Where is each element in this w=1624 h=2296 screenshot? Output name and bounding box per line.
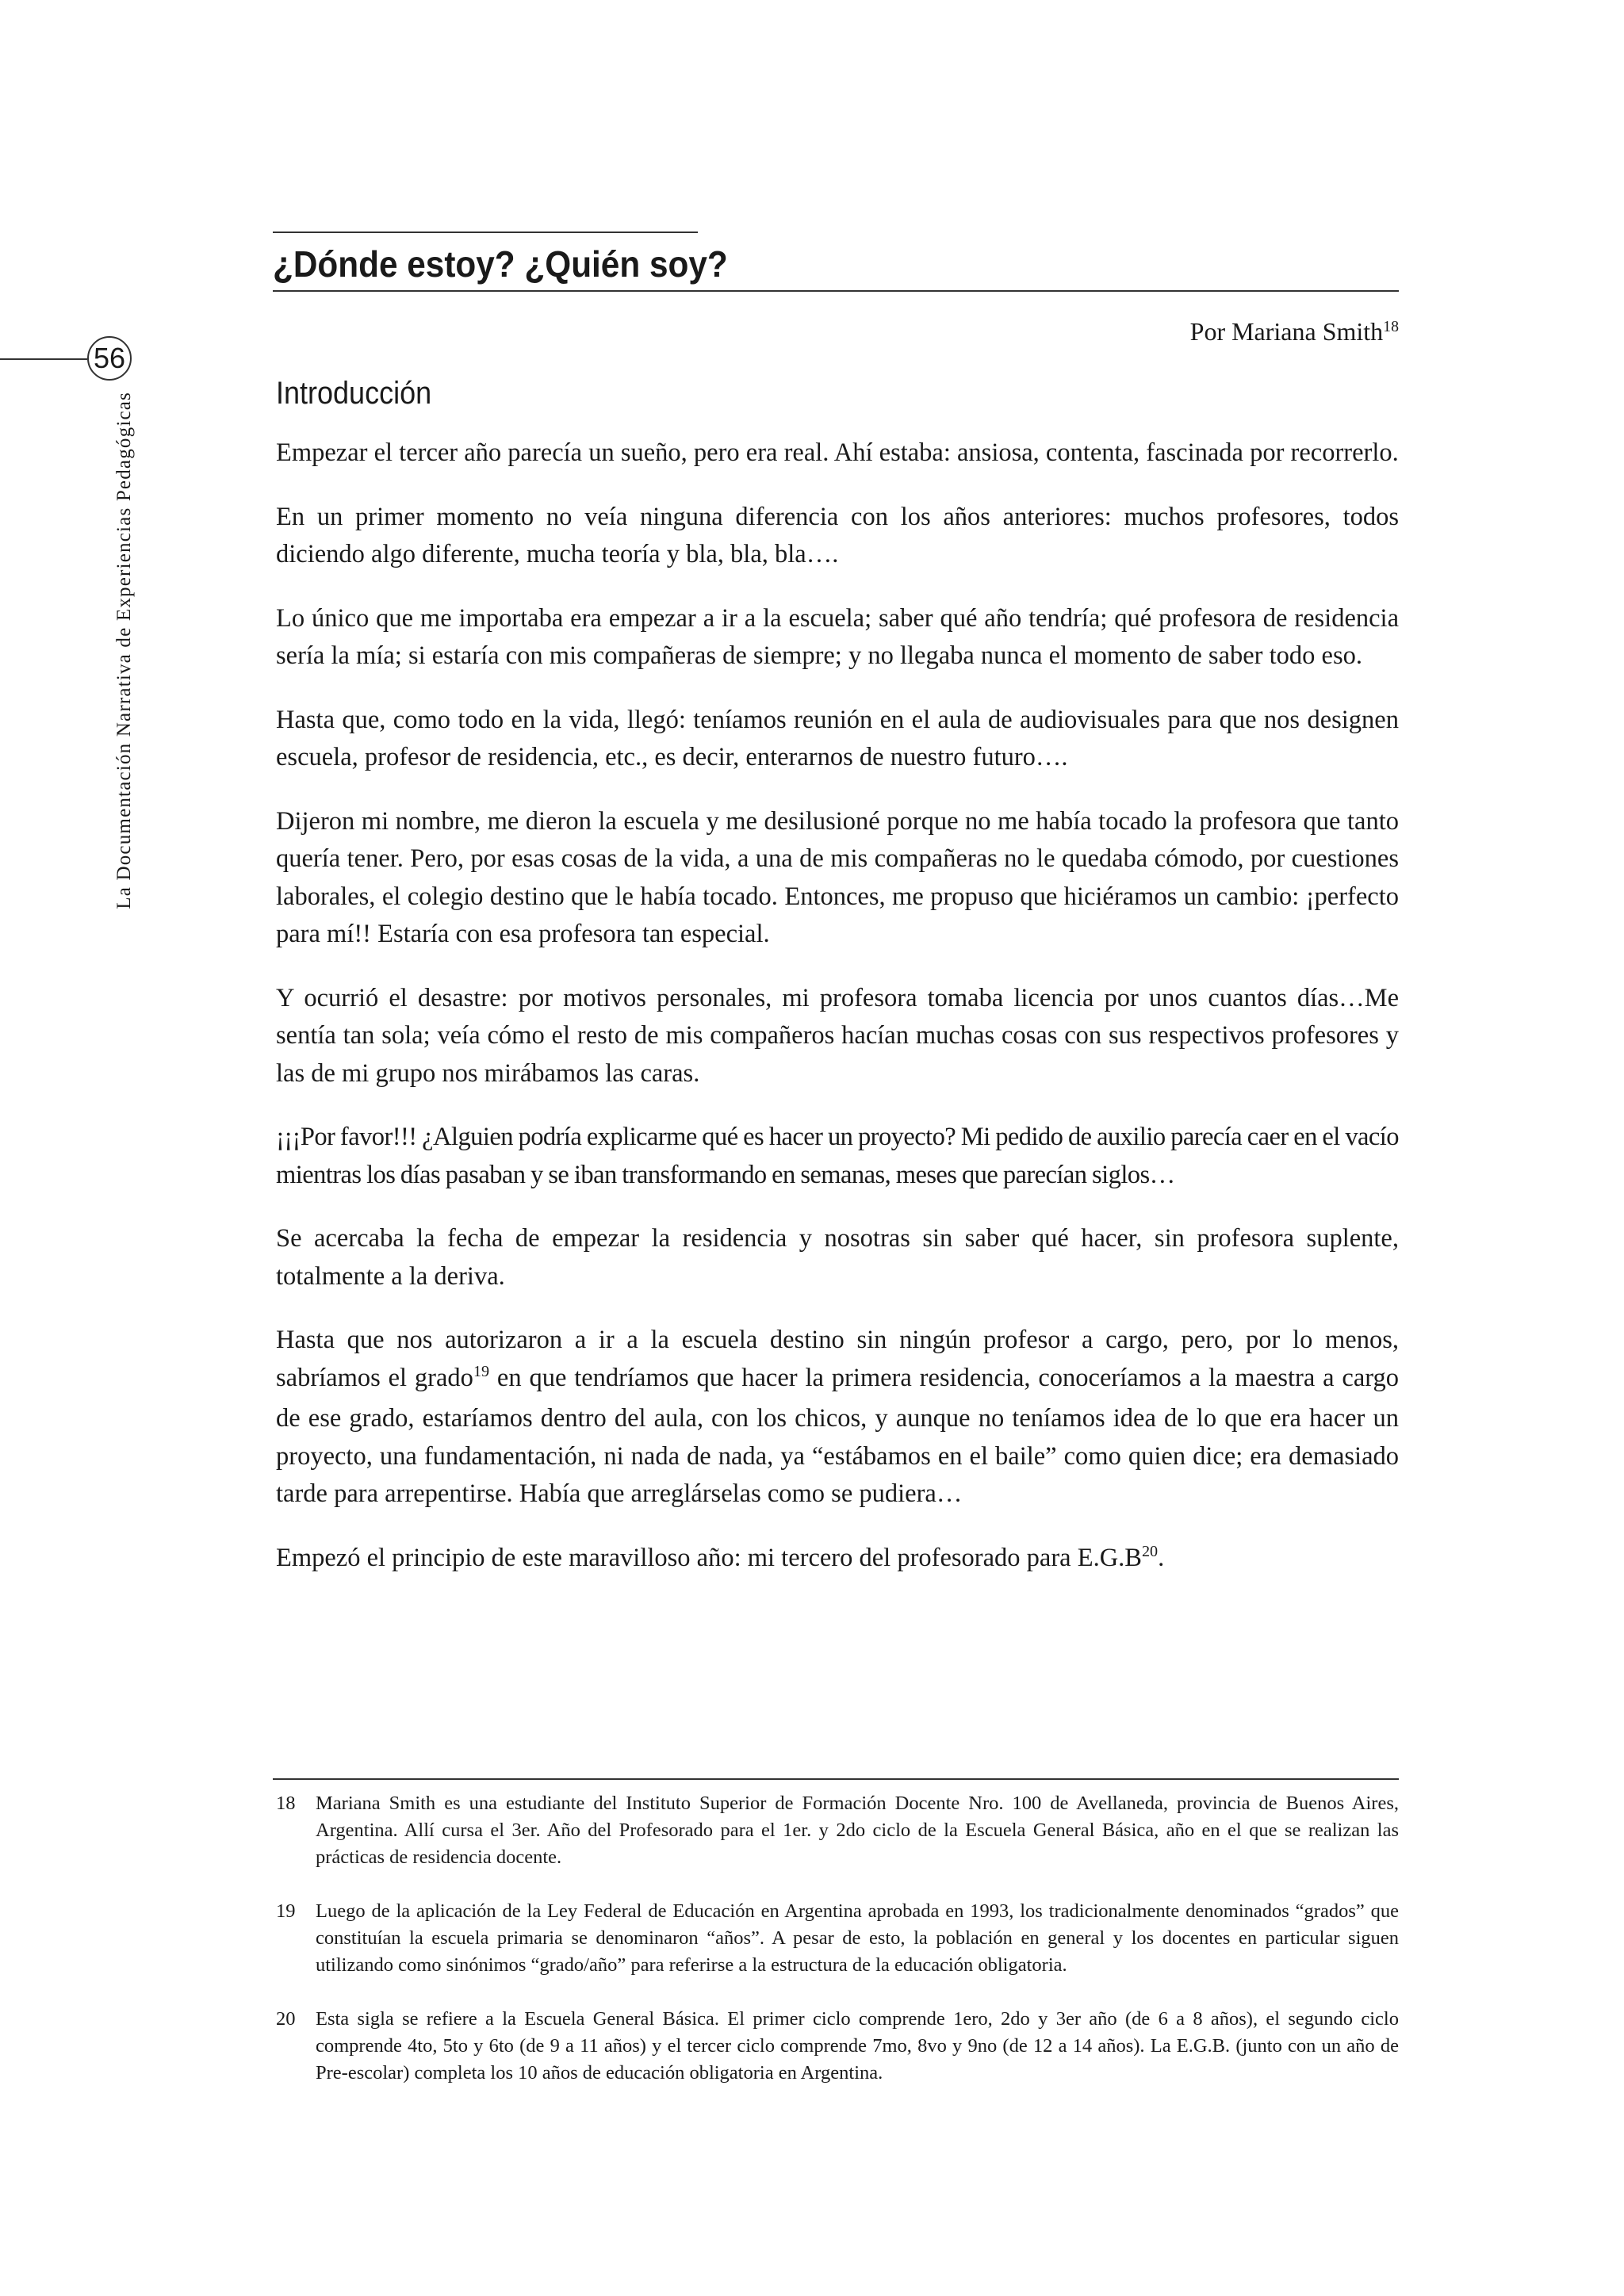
paragraph-text: . (1158, 1543, 1165, 1572)
footnote-number: 19 (276, 1900, 296, 1922)
footnote-ref-20[interactable]: 20 (1141, 1543, 1159, 1561)
footnote-ref-18[interactable]: 18 (1383, 318, 1399, 336)
footnote-ref-19[interactable]: 19 (473, 1363, 490, 1381)
margin-rule (0, 358, 87, 360)
footnote-text: Esta sigla se refiere a la Escuela General Básica. El primer ciclo comprende 1ero, 2do y 3er año (de 6 a 8 años), el segundo ciclo comprende 4to, 5to y 6to (de 9 a 11 años) y el tercer ciclo comprende 7mo, 8vo y 9no (de 12 a 14 años). La E.G.B. (junto con un año de Pre-escolar) completa los 10 años de educación obligatoria en Argentina. (316, 2008, 1399, 2084)
byline (1190, 314, 1399, 353)
footnote-text: Mariana Smith es una estudiante del Instituto Superior de Formación Docente Nro. 100 de Avellaneda, provincia de Buenos Aires, Argentina. Allí cursa el 3er. Año del Profesorado para el 1er. y 2do ciclo de la Escuela General Básica, año en el que se realizan las prácticas de residencia docente. (316, 1793, 1399, 1868)
paragraph: Se acercaba la fecha de empezar la residencia y nosotras sin saber qué hacer, sin profesora suplente, totalmente a la deriva. (276, 1224, 1399, 1291)
paragraph (276, 1540, 1399, 1581)
paragraph: Hasta que, como todo en la vida, llegó: teníamos reunión en el aula de audiovisuales para que nos designen escuela, profesor de residencia, etc., es decir, enterarnos de nuestro futuro…. (276, 705, 1399, 771)
paragraph: En un primer momento no veía ninguna diferencia con los años anteriores: muchos profesores, todos diciendo algo diferente, mucha teoría y bla, bla, bla…. (276, 502, 1399, 568)
footnotes (276, 1790, 1399, 2114)
byline-text: Por Mariana Smith (1189, 317, 1384, 346)
footnote-19 (276, 1898, 1399, 1979)
footnote-number: 18 (276, 1793, 296, 1814)
paragraph-text: en que tendríamos que hacer la primera residencia, conoceríamos a la maestra a cargo de ese grado, estaríamos dentro del aula, con los chicos, y aunque no teníamos idea de lo que era hacer un proyecto, una fundamentación, ni nada de nada, ya “estábamos en el baile” como quien dice; era demasiado tarde para arrepentirse. Había que arreglárselas como se pudiera… (276, 1363, 1400, 1508)
paragraph-text: Empezó el principio de este maravilloso año: mi tercero del profesorado para E.G.B (276, 1543, 1142, 1572)
paragraph: Dijeron mi nombre, me dieron la escuela y me desilusioné porque no me había tocado la profesora que tanto quería tener. Pero, por esas cosas de la vida, a una de mis compañeras no le quedaba cómodo, por cuestiones laborales, el colegio destino que le había tocado. Entonces, me propuso que hiciéramos un cambio: ¡perfecto para mí!! Estaría con esa profesora tan especial. (276, 806, 1399, 948)
footnote-number: 20 (276, 2008, 296, 2030)
footnote-text: Luego de la aplicación de la Ley Federal de Educación en Argentina aprobada en 1993, los tradicionalmente denominados “grados” que constituían la escuela primaria se denominaron “años”. A pesar de esto, la población en general y los docentes en particular siguen utilizando como sinónimos “grado/año” para referirse a la estructura de la educación obligatoria. (316, 1900, 1399, 1976)
article-title: ¿Dónde estoy? ¿Quién soy? (273, 243, 728, 285)
paragraph: Lo único que me importaba era empezar a ir a la escuela; saber qué año tendría; qué profesora de residencia sería la mía; si estaría con mis compañeras de siempre; y no llegaba nunca el momento de saber todo eso. (276, 603, 1399, 670)
footnote-rule (273, 1778, 1399, 1780)
paragraph: ¡¡¡Por favor!!! ¿Alguien podría explicarme qué es hacer un proyecto? Mi pedido de auxilio parecía caer en el vacío mientras los días pasaban y se iban transformando en semanas, meses que parecían siglos… (276, 1123, 1399, 1189)
paragraph: Y ocurrió el desastre: por motivos personales, mi profesora tomaba licencia por unos cuantos días…Me sentía tan sola; veía cómo el resto de mis compañeros hacían muchas cosas con sus respectivos profesores y las de mi grupo nos mirábamos las caras. (276, 983, 1399, 1088)
section-heading: Introducción (276, 376, 432, 411)
footnote-18 (276, 1790, 1399, 1871)
footnote-20 (276, 2006, 1399, 2087)
paragraph: Empezar el tercer año parecía un sueño, pero era real. Ahí estaba: ansiosa, contenta, fascinada por recorrerlo. (276, 438, 1399, 467)
running-title: La Documentación Narrativa de Experiencias Pedagógicas (113, 392, 135, 909)
paragraph-text: Hasta que nos autorizaron a ir a la escuela destino sin ningún profesor a cargo, pero, por lo menos, sabríamos el grado (276, 1326, 1399, 1392)
title-bottom-rule (273, 290, 1399, 292)
article-body (276, 434, 1399, 1606)
page-number: 56 (87, 336, 132, 381)
title-top-rule (273, 232, 698, 233)
paragraph (276, 1322, 1399, 1513)
